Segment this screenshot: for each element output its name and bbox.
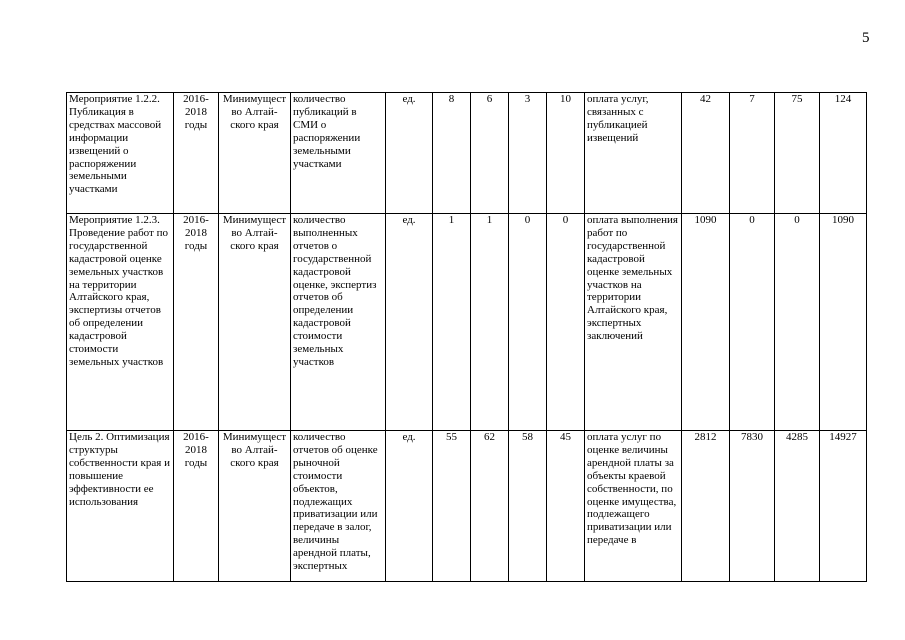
funding-1-cell: 42 — [682, 93, 730, 214]
years-cell — [174, 431, 219, 582]
indicator-cell: количество публикаций в СМИ о распоряжении земельными участками — [291, 93, 386, 214]
funding-3-cell: 4285 — [775, 431, 820, 582]
indicator-value-2-cell: 1 — [471, 214, 509, 431]
funding-2-cell: 7 — [730, 93, 775, 214]
activity-name-text: Цель 2. Оптимизация структуры собственности края и повышение эффективности ее использования — [69, 431, 170, 508]
indicator-value-1-cell: 8 — [433, 93, 471, 214]
indicator-value-2-cell: 6 — [471, 93, 509, 214]
years-cell: 2016-2018 годы — [174, 214, 219, 431]
indicator-value-3-cell: 0 — [509, 214, 547, 431]
program-activities-table — [66, 92, 867, 582]
executor-cell: Минимущест во Алтай-ского края — [219, 93, 291, 214]
indicator-value-3-cell: 58 — [509, 431, 547, 582]
indicator-value-4-cell: 45 — [547, 431, 585, 582]
expense-cell — [585, 431, 682, 582]
unit-cell: ед. — [386, 93, 433, 214]
indicator-value-3-cell: 3 — [509, 93, 547, 214]
funding-total-cell: 14927 — [820, 431, 867, 582]
indicator-value-1-cell: 55 — [433, 431, 471, 582]
page-number: 5 — [862, 30, 870, 46]
expense-text: оплата услуг по оценке величины арендной платы за объекты краевой собственности, по оценке имущества, подлежащего приватизации или передаче в — [587, 431, 677, 547]
funding-3-cell: 75 — [775, 93, 820, 214]
funding-total-cell: 124 — [820, 93, 867, 214]
funding-2-cell: 7830 — [730, 431, 775, 582]
indicator-cell: количество выполненных отчетов о государственной кадастровой оценке, экспертиз отчетов об определении кадастровой стоимости земельных участков — [291, 214, 386, 431]
unit-cell: ед. — [386, 214, 433, 431]
funding-total-cell: 1090 — [820, 214, 867, 431]
activity-name-cell: Мероприятие 1.2.3. Проведение работ по государственной кадастровой оценке земельных участков на территории Алтайского края, экспертизы отчетов об определении кадастровой стоимости земельных участков — [67, 214, 174, 431]
activity-name-cell — [67, 431, 174, 582]
indicator-value-2-cell: 62 — [471, 431, 509, 582]
executor-cell — [219, 431, 291, 582]
activity-name-cell: Мероприятие 1.2.2. Публикация в средствах массовой информации извещений о распоряжении земельными участками — [67, 93, 174, 214]
expense-cell: оплата выполнения работ по государственной кадастровой оценке земельных участков на территории Алтайского края, экспертных заключений — [585, 214, 682, 431]
years-text: 2016-2018 годы — [183, 431, 209, 469]
executor-text: Минимущест во Алтай-ского края — [222, 431, 287, 469]
executor-cell: Минимущест во Алтай-ского края — [219, 214, 291, 431]
table-row — [67, 93, 867, 214]
indicator-value-4-cell: 0 — [547, 214, 585, 431]
years-cell: 2016-2018 годы — [174, 93, 219, 214]
indicator-value-1-cell: 1 — [433, 214, 471, 431]
indicator-text: количество отчетов об оценке рыночной стоимости объектов, подлежащих приватизации или передаче в залог, величины арендной платы, экспертных — [293, 431, 378, 573]
expense-cell: оплата услуг, связанных с публикацией извещений — [585, 93, 682, 214]
table-row — [67, 214, 867, 431]
unit-cell: ед. — [386, 431, 433, 582]
table-row — [67, 431, 867, 582]
indicator-cell — [291, 431, 386, 582]
funding-2-cell: 0 — [730, 214, 775, 431]
funding-3-cell: 0 — [775, 214, 820, 431]
funding-1-cell: 2812 — [682, 431, 730, 582]
funding-1-cell: 1090 — [682, 214, 730, 431]
indicator-value-4-cell: 10 — [547, 93, 585, 214]
